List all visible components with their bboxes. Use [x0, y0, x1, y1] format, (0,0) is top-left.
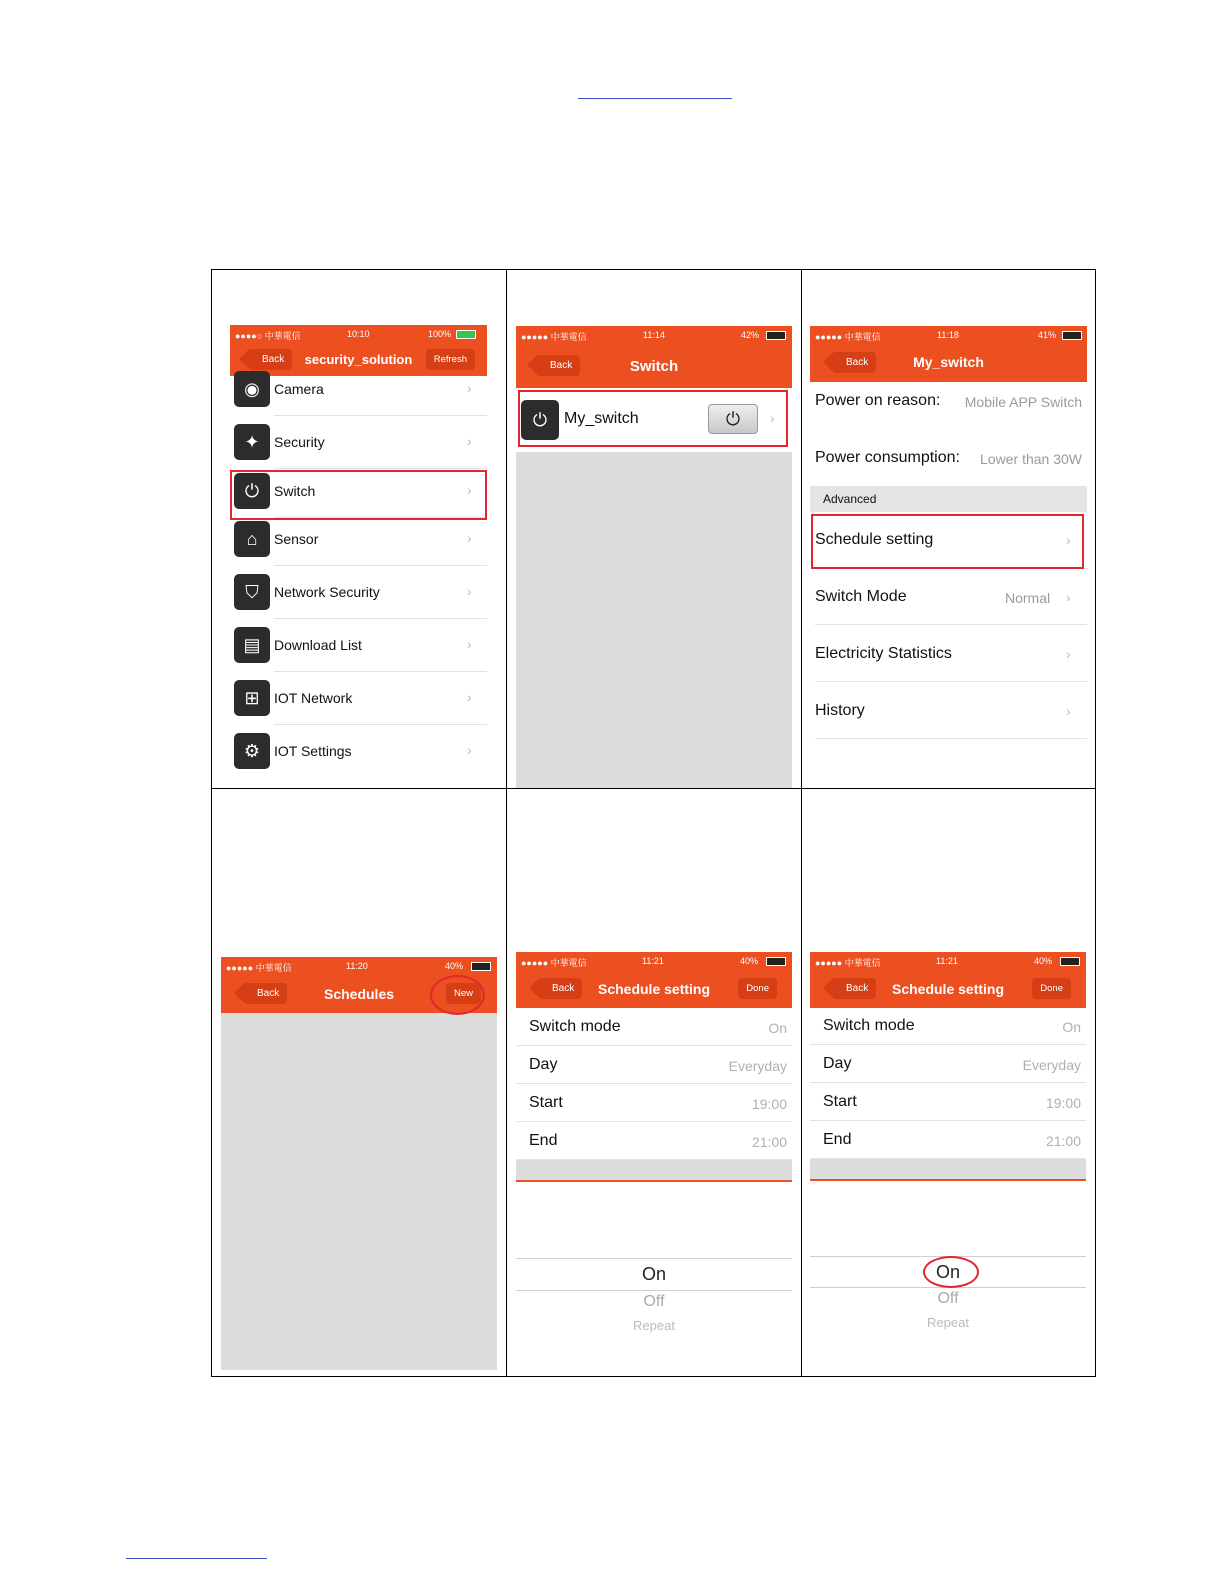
schedule-row-label: Day: [823, 1055, 852, 1072]
menu-item[interactable]: [230, 517, 487, 565]
back-label: Back: [846, 357, 869, 368]
plug-icon: ⏻: [234, 473, 270, 509]
page-title: Schedules: [323, 986, 395, 1002]
page-title: My_switch: [913, 354, 984, 370]
empty-area: [516, 452, 792, 788]
chevron-right-icon: ›: [1066, 646, 1071, 662]
row-separator: [815, 624, 1087, 625]
page-title: Switch: [629, 358, 679, 375]
row-separator: [815, 738, 1087, 739]
new-label: New: [453, 988, 473, 999]
page-title: security_solution: [304, 352, 413, 367]
menu-item[interactable]: [230, 367, 487, 415]
menu-item-label: Network Security: [274, 584, 380, 600]
schedule-row[interactable]: [810, 1045, 1086, 1083]
picker-line: [516, 1290, 792, 1291]
schedule-row[interactable]: [516, 1122, 792, 1160]
chevron-right-icon: ›: [467, 689, 472, 705]
nav-bar: [516, 344, 792, 388]
chevron-right-icon: ›: [467, 530, 472, 546]
nav-bar: [810, 344, 1087, 382]
sensor-icon: ⌂: [234, 521, 270, 557]
chevron-right-icon: ›: [467, 583, 472, 599]
schedule-row[interactable]: [516, 1008, 792, 1046]
chevron-right-icon: ›: [467, 482, 472, 498]
network-icon: ⊞: [234, 680, 270, 716]
highlight-circle: [923, 1256, 979, 1288]
row-separator: [274, 565, 487, 566]
schedule-row-value: Everyday: [728, 1058, 787, 1074]
power-reason-label: Power on reason:: [815, 392, 941, 409]
done-button[interactable]: [738, 978, 777, 999]
row-separator: [815, 681, 1087, 682]
power-consumption-label: Power consumption:: [815, 449, 960, 466]
schedule-setting-row[interactable]: Schedule setting: [815, 531, 934, 548]
schedule-row[interactable]: [810, 1083, 1086, 1121]
bottom-link-underline: [126, 1558, 267, 1559]
picker-option-repeat[interactable]: Repeat: [633, 1318, 675, 1333]
schedule-row[interactable]: [516, 1046, 792, 1084]
table-divider: [506, 270, 507, 1376]
chevron-right-icon: ›: [1066, 532, 1071, 548]
row-separator: [274, 618, 487, 619]
schedule-row[interactable]: [810, 1121, 1086, 1159]
security-icon: ✦: [234, 424, 270, 460]
screen-schedules: [221, 957, 497, 1370]
row-separator: [274, 671, 487, 672]
empty-area: [221, 1013, 497, 1370]
battery-label: 41%: [1038, 330, 1057, 340]
battery-icon: [766, 331, 786, 340]
carrier-label: ●●●●● 中華電信: [815, 332, 881, 342]
chevron-right-icon: ›: [1066, 589, 1071, 605]
chevron-right-icon: ›: [467, 636, 472, 652]
switch-mode-row[interactable]: Switch Mode: [815, 588, 907, 605]
battery-icon: [1062, 331, 1082, 340]
schedule-row-value: On: [768, 1020, 787, 1036]
power-consumption-value: Lower than 30W: [980, 451, 1082, 467]
battery-label: 100%: [428, 329, 452, 339]
screen-schedule-setting: [516, 952, 792, 1352]
status-bar: [230, 325, 487, 343]
schedule-row-label: End: [529, 1132, 558, 1149]
section-divider: [516, 1160, 792, 1182]
highlight-box: [518, 390, 788, 447]
battery-icon: [471, 962, 491, 971]
picker-option-off[interactable]: Off: [937, 1290, 959, 1307]
schedule-row-label: Switch mode: [529, 1018, 621, 1035]
back-label: Back: [262, 354, 285, 365]
clock-label: 11:20: [346, 961, 368, 971]
screen-schedule-setting-selected: [810, 952, 1086, 1352]
carrier-label: ●●●●● 中華電信: [521, 332, 587, 342]
power-toggle-button[interactable]: ⏻: [708, 404, 758, 434]
schedule-row[interactable]: [810, 1007, 1086, 1045]
battery-label: 40%: [1034, 956, 1053, 966]
menu-item-label: Sensor: [274, 531, 319, 547]
menu-item[interactable]: [230, 570, 487, 618]
status-bar: [810, 952, 1086, 970]
carrier-label: ●●●●● 中華電信: [521, 958, 587, 968]
schedule-row-value: 19:00: [751, 1096, 787, 1112]
chevron-right-icon: ›: [467, 380, 472, 396]
table-divider: [801, 270, 802, 1376]
schedule-row-value: 21:00: [751, 1134, 787, 1150]
device-label: My_switch: [564, 410, 639, 427]
back-label: Back: [550, 360, 573, 371]
refresh-label: Refresh: [433, 354, 467, 365]
battery-label: 40%: [445, 961, 464, 971]
page-title: Schedule setting: [891, 981, 1005, 997]
switch-mode-value: Normal: [1005, 590, 1051, 606]
menu-item[interactable]: [230, 623, 487, 671]
nav-bar: [810, 970, 1086, 1008]
eye-icon: ◉: [234, 371, 270, 407]
highlight-box: [811, 514, 1084, 569]
row-separator: [274, 415, 487, 416]
schedule-row-label: End: [823, 1131, 852, 1148]
carrier-label: ●●●●● 中華電信: [815, 958, 881, 968]
done-label: Done: [1040, 983, 1063, 994]
carrier-label: ●●●●○ 中華電信: [235, 331, 301, 341]
menu-item-label: Switch: [274, 483, 316, 499]
screen-security-solution: [230, 325, 487, 780]
schedule-row-value: 19:00: [1045, 1095, 1081, 1111]
done-label: Done: [746, 983, 769, 994]
menu-item[interactable]: [230, 729, 487, 777]
nav-bar: [516, 970, 792, 1008]
menu-item-label: IOT Network: [274, 690, 353, 706]
plug-icon: ⏻: [521, 400, 559, 440]
schedule-row-label: Start: [823, 1093, 857, 1110]
picker-option-repeat[interactable]: Repeat: [927, 1315, 969, 1330]
battery-icon: [1060, 957, 1080, 966]
power-reason-value: Mobile APP Switch: [964, 394, 1082, 410]
status-bar: [516, 952, 792, 970]
clock-label: 11:21: [642, 956, 664, 966]
shield-icon: ⛉: [234, 574, 270, 610]
menu-item-label: Download List: [274, 637, 362, 653]
top-link-underline: [578, 98, 732, 99]
battery-icon: [766, 957, 786, 966]
status-bar: [516, 326, 792, 344]
clock-label: 11:14: [643, 330, 665, 340]
gear-icon: ⚙: [234, 733, 270, 769]
menu-item-label: Security: [274, 434, 325, 450]
chevron-right-icon: ›: [770, 410, 775, 426]
menu-item[interactable]: [230, 676, 487, 724]
carrier-label: ●●●●● 中華電信: [226, 963, 292, 973]
done-button[interactable]: [1032, 978, 1071, 999]
section-header: Advanced: [810, 486, 1087, 512]
back-label: Back: [552, 983, 575, 994]
table-divider: [212, 788, 1095, 789]
picker-option-off[interactable]: Off: [643, 1293, 665, 1310]
schedule-row-value: 21:00: [1045, 1133, 1081, 1149]
history-row[interactable]: History: [815, 702, 865, 719]
schedule-row-value: On: [1062, 1019, 1081, 1035]
clock-label: 11:21: [936, 956, 958, 966]
picker-option-on[interactable]: On: [935, 1262, 960, 1282]
menu-item[interactable]: [230, 420, 487, 468]
schedule-row-value: Everyday: [1022, 1057, 1081, 1073]
clock-label: 10:10: [347, 329, 370, 339]
menu-item-label: IOT Settings: [274, 743, 352, 759]
battery-label: 42%: [741, 330, 760, 340]
chevron-right-icon: ›: [467, 742, 472, 758]
schedule-row-label: Start: [529, 1094, 563, 1111]
picker-option-on[interactable]: On: [641, 1264, 666, 1284]
highlight-box: [230, 470, 487, 520]
page-title: Schedule setting: [597, 981, 711, 997]
row-separator: [274, 724, 487, 725]
highlight-circle: [430, 975, 485, 1015]
schedule-row[interactable]: [516, 1084, 792, 1122]
status-bar: [810, 326, 1087, 344]
back-label: Back: [257, 988, 280, 999]
back-label: Back: [846, 983, 869, 994]
electricity-statistics-row[interactable]: Electricity Statistics: [815, 645, 952, 662]
section-divider: [810, 1159, 1086, 1181]
picker-line: [516, 1258, 792, 1259]
chevron-right-icon: ›: [467, 433, 472, 449]
chevron-right-icon: ›: [1066, 703, 1071, 719]
clock-label: 11:18: [937, 330, 959, 340]
menu-item-label: Camera: [274, 381, 324, 397]
battery-icon: [456, 330, 476, 339]
schedule-row-label: Day: [529, 1056, 558, 1073]
status-bar: [221, 957, 497, 975]
schedule-row-label: Switch mode: [823, 1017, 915, 1034]
battery-label: 40%: [740, 956, 759, 966]
document-icon: ▤: [234, 627, 270, 663]
